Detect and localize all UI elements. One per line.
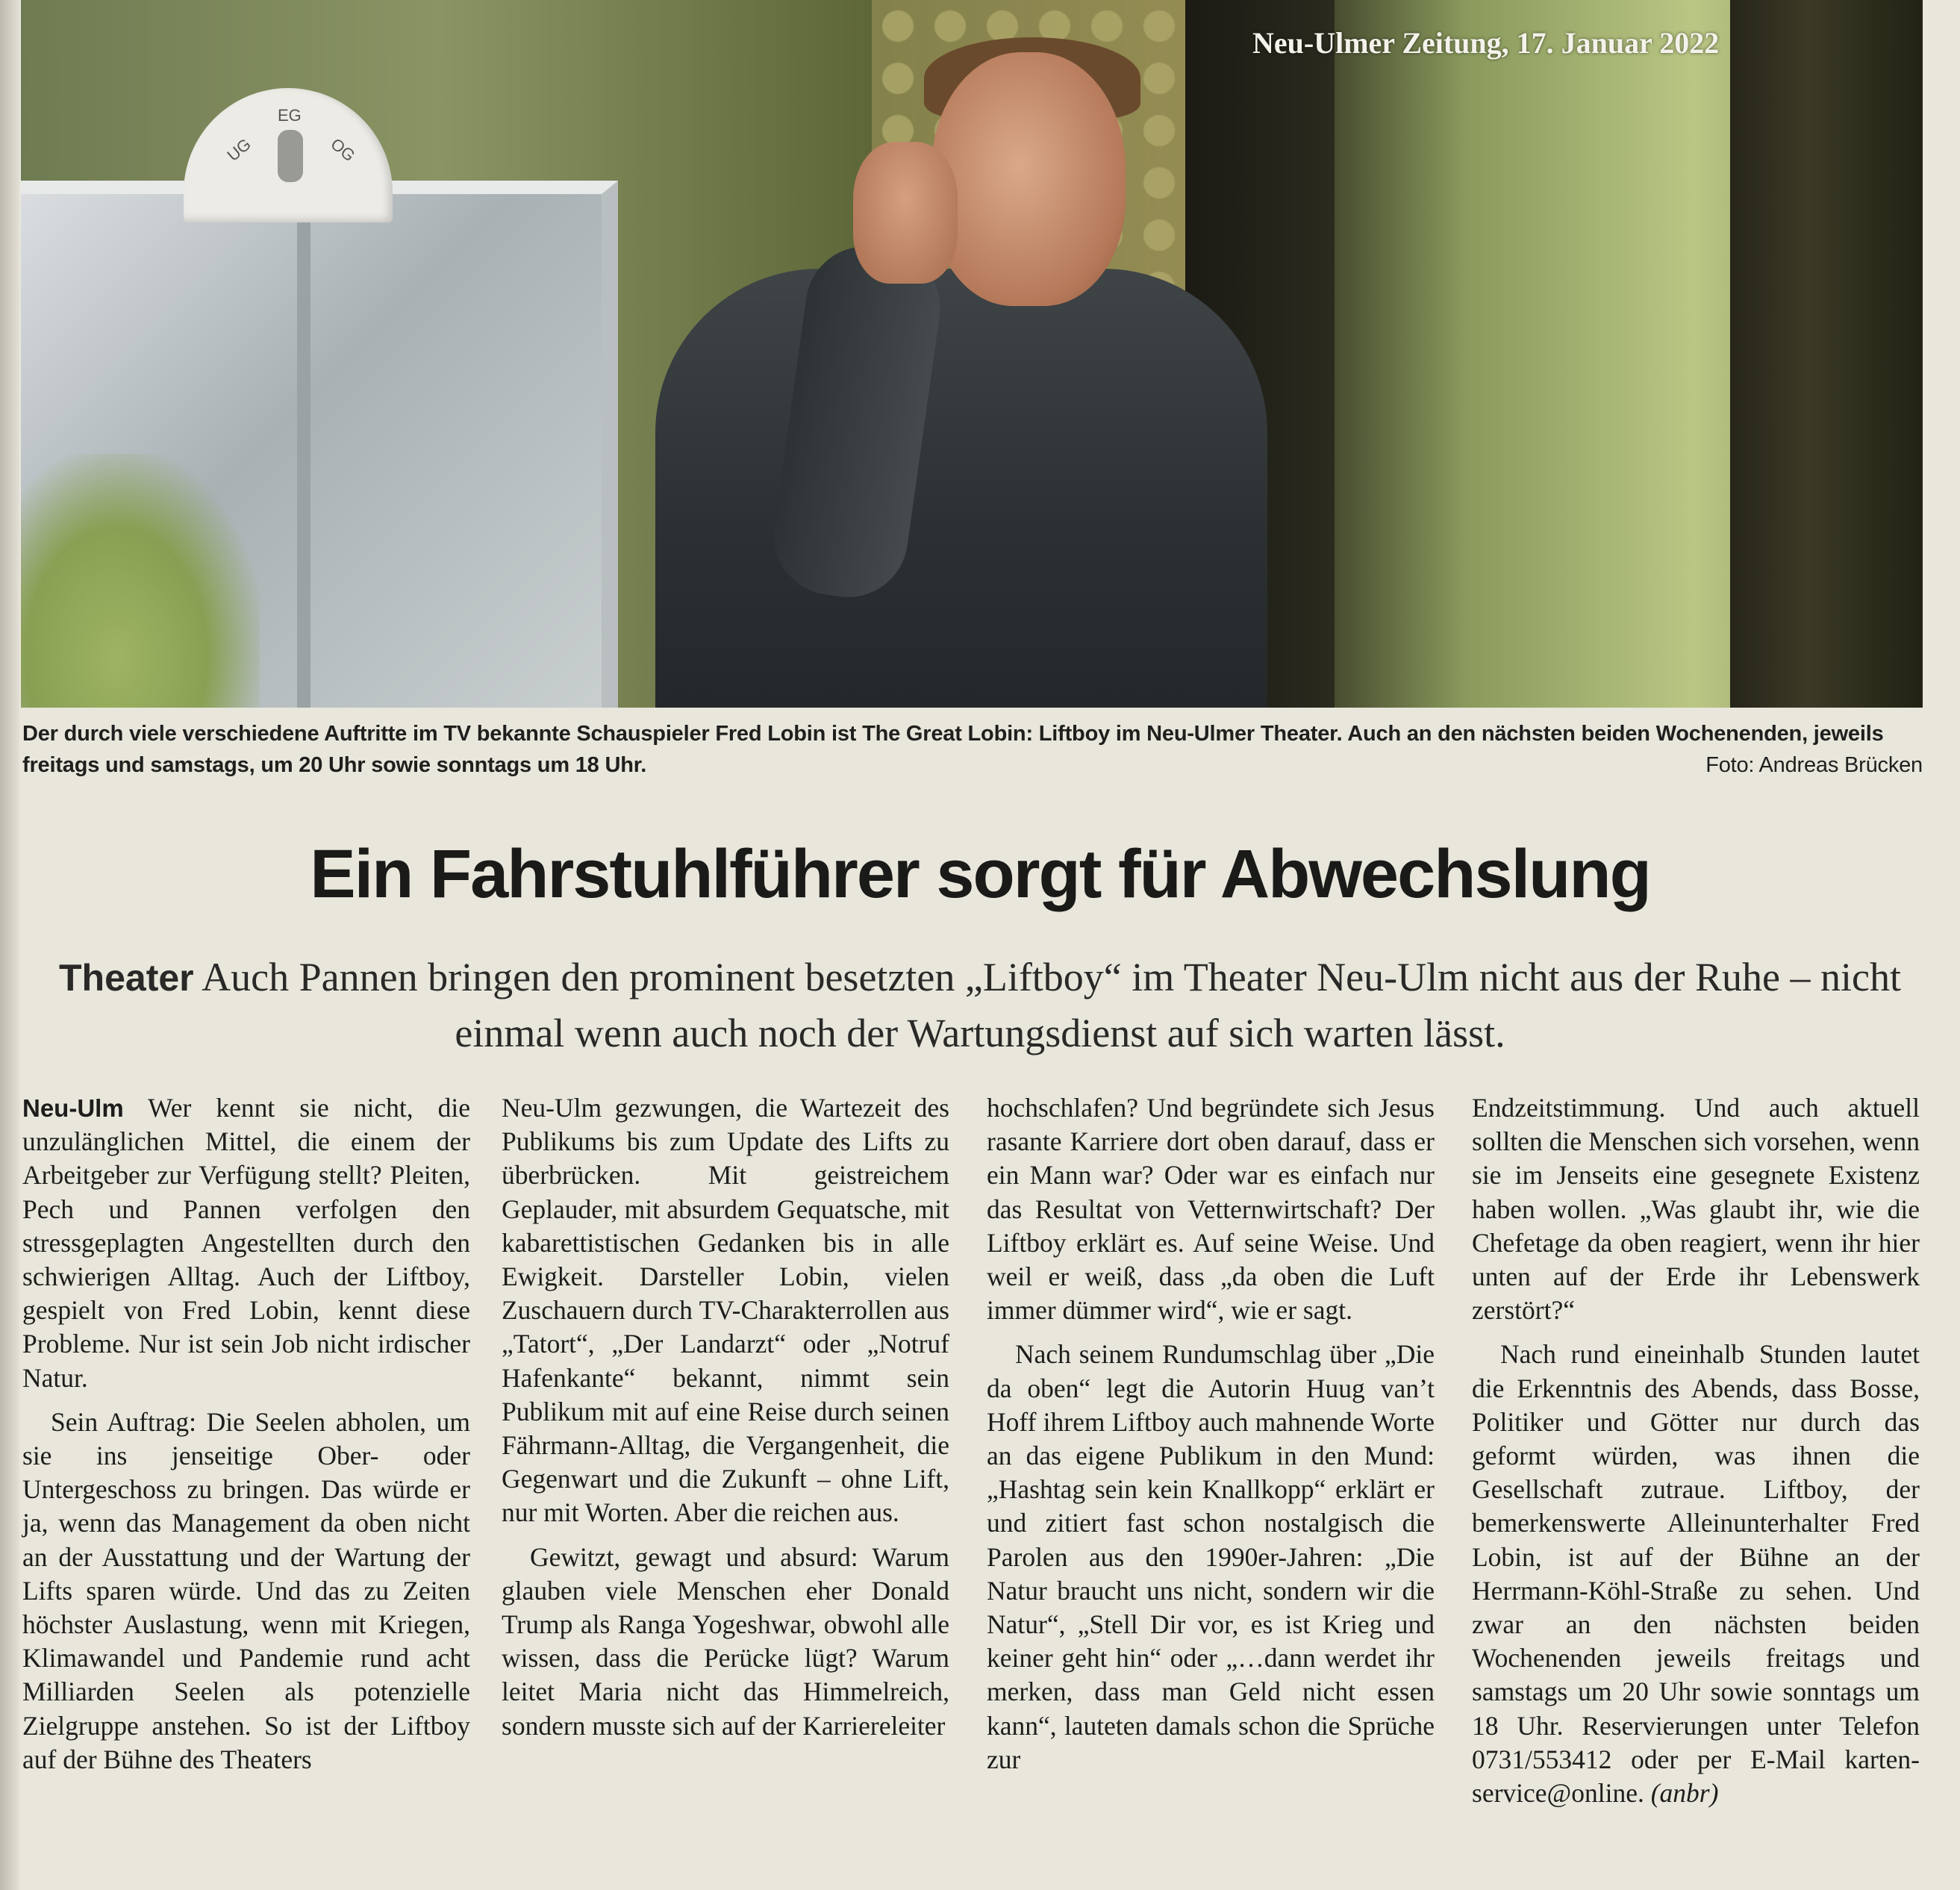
article-subhead	[30, 949, 1930, 1061]
article-headline: Ein Fahrstuhlführer sorgt für Abwechslung	[310, 836, 1650, 912]
column-1-paragraph-2: Sein Auftrag: Die Seelen abholen, um sie ins jenseitige Ober- oder Untergeschoss zu bringen. Das würde er ja, wenn das Management da oben nicht an der Ausstattung und der Wartung der Lifts sparen würde. Und das zu Zeiten höchster Auslastung, wenn mit Kriegen, Klimawandel und Pandemie rund acht Milliarden Seelen als potenzielle Zielgruppe anstehen. So ist der Liftboy auf der Bühne des Theaters	[22, 1406, 470, 1774]
actor-head	[931, 52, 1126, 306]
column-3-paragraph-1: hochschlafen? Und begründete sich Jesus rasante Karriere dort oben darauf, dass er ein Mann war? Oder war es einfach nur das Resultat von Vetternwirtschaft? Der Liftboy erklärt es. Auf seine Weise. Und weil er weiß, dass „da oben die Luft immer dümmer wird“, wie er sagt.	[987, 1093, 1435, 1326]
publication-dateline: Neu-Ulmer Zeitung, 17. Januar 2022	[1252, 26, 1720, 60]
paragraph-text: Wer kennt sie nicht, die unzulänglichen Mittel, die einem der Arbeitgeber zur Verfügung stellt? Pleiten, Pech und Pannen verfolgen den stressgeplagten Angestellten durch den schwierigen Alltag. Auch der Liftboy, gespielt von Fred Lobin, kennt diese Probleme. Nur ist sein Job nicht irdischer Natur.	[22, 1093, 471, 1393]
dateline-city: Neu-Ulm	[22, 1094, 124, 1122]
article-column-2	[502, 1091, 949, 1743]
column-2-paragraph-1: Neu-Ulm gezwungen, die Wartezeit des Publikums bis zum Update des Lifts zu überbrücken. Mit geistreichem Geplauder, mit absurdem Gequatsche, mit kabarettistischen Gedanken bis in alle Ewigkeit. Darsteller Lobin, vielen Zuschauern durch TV-Charakterrollen aus „Tatort“, „Der Landarzt“ oder „Notruf Hafenkante“ bekannt, nimmt sein Publikum mit auf eine Reise durch seinen Fährmann-Alltag, die Vergangenheit, die Gegenwart und die Zukunft – ohne Lift, nur mit Worten. Aber die reichen aus.	[502, 1093, 949, 1528]
article-column-1	[22, 1091, 470, 1777]
page-edge	[0, 0, 19, 1890]
floor-indicator-dial	[184, 88, 393, 222]
column-2-paragraph-2: Gewitzt, gewagt und absurd: Warum glauben viele Menschen eher Donald Trump als Ranga Yogeshwar, obwohl alle wissen, dass die Perücke lügt? Warum leitet Maria nicht das Himmelreich, sondern musste sich auf der Karriereleiter	[502, 1541, 949, 1741]
author-initials: (anbr)	[1650, 1778, 1719, 1809]
caption-text: Der durch viele verschiedene Auftritte im TV bekannte Schauspieler Fred Lobin ist The Great Lobin: Liftboy im Neu-Ulmer Theater. Auch an den nächsten beiden Wochenenden, jeweils freitags und samstags, um 20 Uhr sowie sonntags um 18 Uhr.	[22, 722, 1884, 777]
section-rubric: Theater	[59, 957, 194, 999]
actor-shirt	[655, 269, 1267, 708]
photo-caption	[22, 718, 1923, 781]
photo-credit: Foto: Andreas Brücken	[1705, 753, 1923, 777]
actor-hand-phone	[853, 142, 958, 284]
dial-knob	[278, 130, 303, 182]
article-column-3	[987, 1091, 1435, 1777]
article-column-4	[1472, 1091, 1920, 1810]
stage-curtain	[1730, 0, 1923, 708]
column-4-paragraph-1: Endzeitstimmung. Und auch aktuell sollten die Menschen sich vorsehen, wenn sie im Jenseits eine gesegnete Existenz haben wollen. „Was glaubt ihr, wie die Chefetage da oben reagiert, wenn ihr hier unten auf der Erde ihr Lebenswerk zerstört?“	[1472, 1093, 1920, 1326]
column-3-paragraph-2: Nach seinem Rundumschlag über „Die da oben“ legt die Autorin Huug van’t Hoff ihrem Liftboy auch mahnende Worte an das eigene Publikum in den Mund: „Hashtag sein kein Knallkopp“ erklärt er und zitiert fast schon nostalgisch die Parolen aus den 1990er-Jahren: „Die Natur braucht uns nicht, sondern wir die Natur“, „Stell Dir vor, es ist Krieg und keiner geht hin“ oder „…dann werdet ihr merken, dass man Geld nicht essen kann“, lauteten damals schon die Sprüche zur	[987, 1339, 1435, 1774]
actor-figure	[618, 22, 1305, 708]
paragraph-text: Nach rund eineinhalb Stunden lautet die Erkenntnis des Abends, dass Bosse, Politiker und Götter nur durch das geformt würden, was ihnen die Gesellschaft zutraue. Liftboy, der bemerkenswerte Alleinunterhalter Fred Lobin, ist auf der Bühne an der Herrmann-Köhl-Straße zu sehen. Und zwar an den nächsten beiden Wochenenden jeweils freitags und samstags um 20 Uhr sowie sonntags um 18 Uhr. Reservierungen unter Telefon 0731/553412 oder per E-Mail karten-service@online.	[1472, 1339, 1920, 1809]
subhead-text: Auch Pannen bringen den prominent besetzten „Liftboy“ im Theater Neu-Ulm nicht aus der Ruhe – nicht einmal wenn auch noch der Wartungsdienst auf sich warten lässt.	[202, 955, 1901, 1055]
article-photo	[21, 0, 1923, 708]
dial-label-ug: UG	[223, 134, 255, 165]
lift-cabinet	[21, 181, 618, 708]
dial-label-eg: EG	[278, 106, 302, 125]
column-4-paragraph-2	[1472, 1338, 1920, 1810]
column-1-paragraph-1	[22, 1091, 470, 1395]
dial-label-og: OG	[327, 134, 359, 166]
